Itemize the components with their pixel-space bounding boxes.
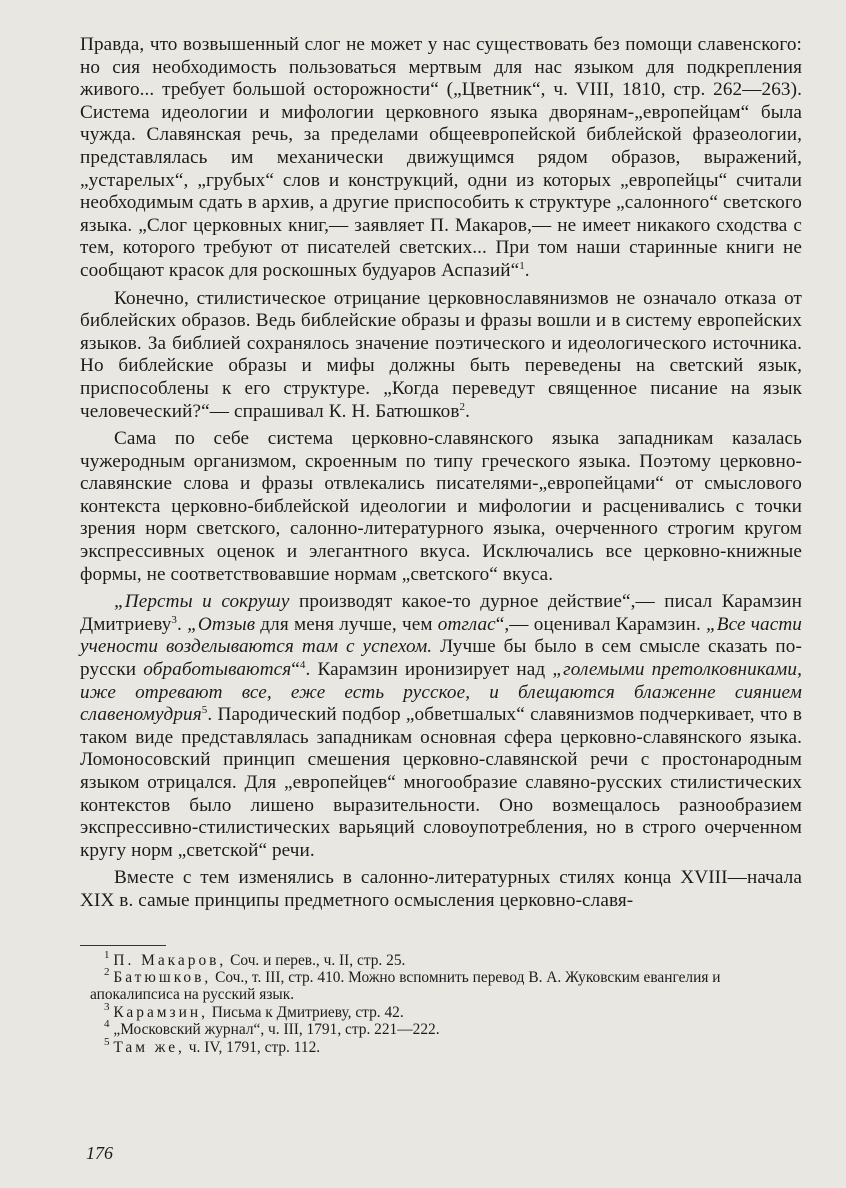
paragraph-1: Правда, что возвышенный слог не может у нас существовать без помощи славенского: но сия необходимость пользоваться мертвым для нас языком для подкрепления живого... требует большой осторожности“ („Цветник“, ч. VIII, 1810, стр. 262—263). Система идеологии и мифологии церковного языка дворянам-„европейцам“ была чужда. Славянская речь, за пределами общеевропейской библейской фразеологии, представлялась им механически движущимся рядом образов, выражений, „устарелых“, „грубых“ слов и конструкций, одни из которых „европейцы“ считали необходимым сдать в архив, а другие приспособить к структуре „салонного“ светского языка. „Слог церковных книг,— заявляет П. Макаров,— не имеет никакого сходства с тем, которого требуют от писателей светских... При том наши старинные книги не сообщают красок для роскошных будуаров Аспазий“$^1$. xyxy=(80,34,802,281)
footnote-number: 4 xyxy=(104,1018,110,1031)
footnote-text: Письма к Дмитриеву, стр. 42. xyxy=(207,1003,404,1021)
footnote-text: „Московский журнал“, ч. III, 1791, стр. 221—222. xyxy=(113,1021,440,1039)
paragraph-3 xyxy=(80,428,802,586)
paragraph-4 xyxy=(80,591,802,862)
footnote-author: Карамзин, xyxy=(113,1003,208,1021)
text-run: . Пародический подбор „обветшалых“ славянизмов подчеркивает, что в таком виде представлялась западникам основная сфера церковно-славянского языка. Ломоносовский принцип смешения церковно-славянской речи с простонародным языком отрицался. Для „европейцев“ многообразие славяно-русских стилистических контекстов было лишено выразительности. Оно возмещалось разнообразием экспрессивно-стилистических варьяций словоупотребления, но в строго очерченном кругу норм „светской“ речи. xyxy=(80,704,802,861)
quote-italic: „Отзыв xyxy=(187,613,256,635)
footnote-number: 5 xyxy=(104,1035,110,1048)
text-run: . xyxy=(177,613,188,635)
paragraph-2-text: Конечно, стилистическое отрицание церковнославянизмов не означало отказа от библейских образов. Ведь библейские образы и фразы вошли и в систему европейских языков. За библией сохранялось значение поэтического и идеологического источника. Но библейские образы и мифы должны быть переведены на светский язык, приспособлены к его структуре. „Когда переведут священное писание на язык человеческий?“— спрашивал К. Н. Батюшков xyxy=(80,287,802,422)
quote-italic: обработываются xyxy=(143,659,292,681)
quote-italic: „Все части учености возделываются там с успехом. xyxy=(80,613,802,658)
paragraph-2: Конечно, стилистическое отрицание церковнославянизмов не означало отказа от библейских образов. Ведь библейские образы и фразы вошли и в систему европейских языков. За библией сохранялось значение поэтического и идеологического источника. Но библейские образы и мифы должны быть переведены на светский язык, приспособлены к его структуре. „Когда переведут священное писание на язык человеческий?“— спрашивал К. Н. Батюшков$^2$. xyxy=(80,287,802,422)
footnote-ref-1: 1 xyxy=(519,259,525,272)
footnote-author: Батюшков, xyxy=(113,968,212,986)
quote-italic: „Персты и сокрушу xyxy=(114,591,290,613)
footnote-text: Соч., т. III, стр. 410. Можно вспомнить перевод В. А. Жуковским евангелия и апокалипсиса на русский язык. xyxy=(90,968,721,1004)
paragraph-3-text: Сама по себе система церковно-славянского языка западникам казалась чужеродным организмом, скроенным по типу греческого языка. Поэтому церковно-славянские слова и фразы отвлекались писателями-„европейцами“ от смыслового контекста церковно-библейской идеологии и мифологии и расценивались с точки зрения норм светского, салонно-литературного языка, очерченного строгим кругом экспрессивных оценок и элегантного вкуса. Исключались все церковно-книжные формы, не соответствовавшие нормам „светского“ вкуса. xyxy=(80,428,802,585)
main-text xyxy=(80,34,802,913)
footnote-ref-2: 2 xyxy=(459,400,466,413)
paragraph-5: Вместе с тем изменялись в салонно-литературных стилях конца XVIII—начала XIX в. самые принципы предметного осмысления церковно-славя- xyxy=(80,867,802,911)
page-number: 176 xyxy=(86,1143,113,1163)
footnote-divider xyxy=(80,945,166,946)
footnote-author: П. Макаров, xyxy=(113,951,227,969)
text-run: “,— оценивал Карамзин. xyxy=(495,613,707,635)
footnote-2 xyxy=(90,965,802,1004)
footnote-4 xyxy=(90,1018,802,1039)
text-run: “ xyxy=(291,659,300,681)
quote-italic: „големыми претолковниками, иже отревают все, еже есть русское, и блещаются блаженне сиянием славеномудрия xyxy=(80,659,802,726)
footnote-ref-3: 3 xyxy=(171,613,178,626)
quote-italic: отглас xyxy=(437,613,496,635)
text-run: производят какое-то дурное действие“,— писал Карамзин Дмитриеву xyxy=(80,591,803,635)
footnotes xyxy=(80,948,802,1056)
text-run: для меня лучше, чем xyxy=(255,613,438,635)
footnote-author: Там же, xyxy=(113,1038,185,1056)
footnote-ref-5: 5 xyxy=(201,704,208,717)
footnote-1 xyxy=(90,948,802,969)
footnote-5 xyxy=(90,1035,802,1056)
footnote-number: 3 xyxy=(104,1000,110,1013)
footnote-number: 1 xyxy=(104,948,110,961)
text-run: . Карамзин иронизирует над xyxy=(305,659,553,681)
text-run: Лучше бы было в сем смысле сказать по-русски xyxy=(80,636,802,681)
footnote-ref-4: 4 xyxy=(299,659,306,672)
paragraph-1-text: Правда, что возвышенный слог не может у нас существовать без помощи славенского: но сия необходимость пользоваться мертвым для нас языком для подкрепления живого... требует большой осторожности“ („Цветник“, ч. VIII, 1810, стр. 262—263). Система идеологии и мифологии церковного языка дворянам-„европейцам“ была чужда. Славянская речь, за пределами общеевропейской библейской фразеологии, представлялась им механически движущимся рядом образов, выражений, „устарелых“, „грубых“ слов и конструкций, одни из которых „европейцы“ считали необходимым сдать в архив, а другие приспособить к структуре „салонного“ светского языка. „Слог церковных книг,— заявляет П. Макаров,— не имеет никакого сходства с тем, которого требуют от писателей светских... При том наши старинные книги не сообщают красок для роскошных будуаров Аспазий“ xyxy=(80,34,802,281)
footnote-text: Соч. и перев., ч. II, стр. 25. xyxy=(226,951,406,969)
footnote-text: ч. IV, 1791, стр. 112. xyxy=(184,1038,321,1056)
footnote-3 xyxy=(90,1000,802,1021)
footnote-number: 2 xyxy=(104,965,110,978)
